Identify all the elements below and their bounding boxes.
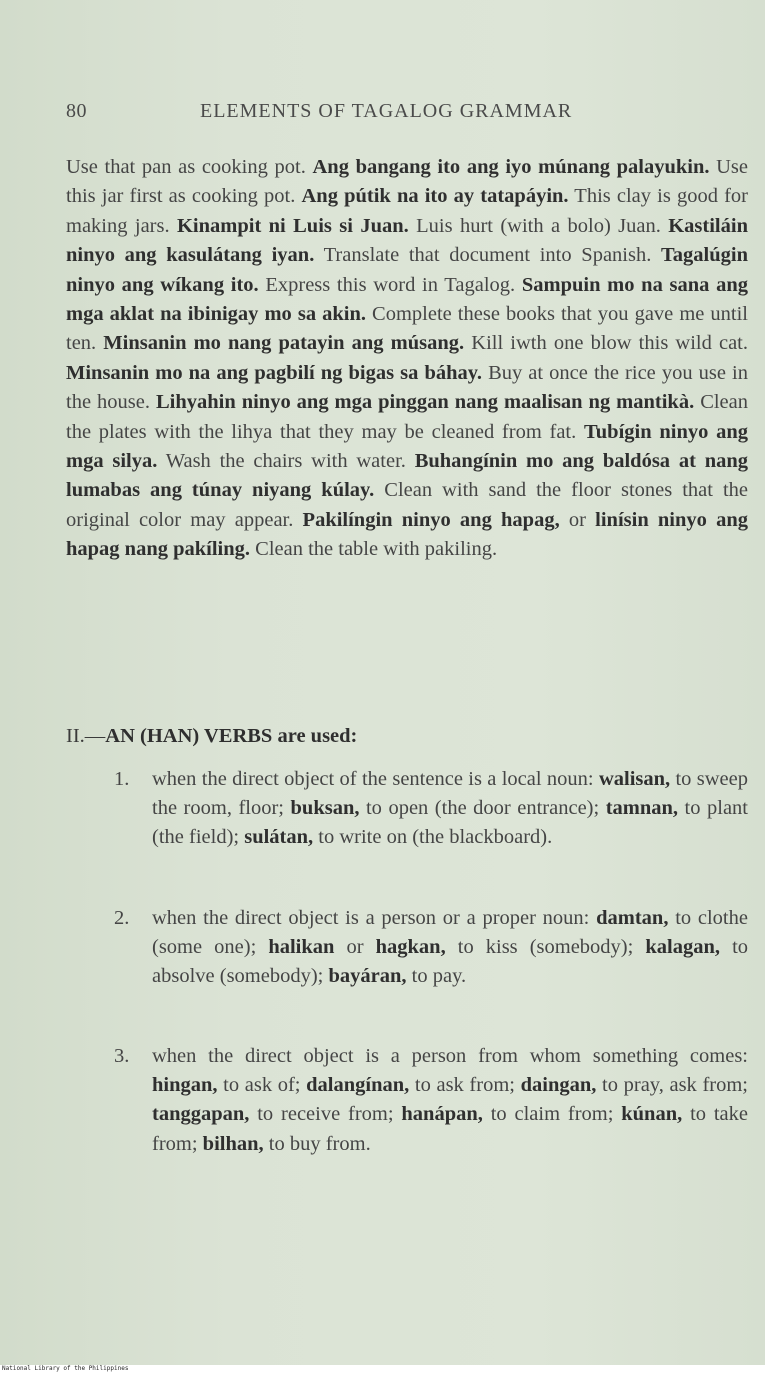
list-item-number: 2. — [114, 907, 130, 929]
tagalog-phrase: tanggapan, — [152, 1103, 250, 1126]
english-text: to absolve (somebody); — [152, 936, 749, 988]
list-item-text — [152, 1042, 748, 1159]
english-text: Clean with sand the floor stones that the original color may appear. — [66, 479, 748, 531]
section-number: II.— — [66, 725, 106, 747]
tagalog-phrase: sulátan, — [244, 826, 314, 849]
english-text: Translate that document into Spanish. — [314, 244, 661, 267]
tagalog-phrase: walisan, — [598, 768, 671, 790]
tagalog-phrase: kúnan, — [621, 1103, 683, 1126]
english-text: This clay is good for making jars. — [66, 185, 748, 237]
tagalog-phrase: kalagan, — [645, 936, 721, 959]
english-text: Use this jar first as cooking pot. — [66, 156, 749, 208]
list-item-number: 3. — [114, 1045, 130, 1067]
tagalog-phrase: halikan — [268, 936, 335, 959]
list-item-text — [152, 904, 748, 992]
tagalog-phrase: Kastiláin ninyo ang kasulátang iyan. — [66, 214, 748, 267]
english-text: Express this word in Tagalog. — [258, 273, 522, 296]
english-text: to write on (the blackboard). — [313, 826, 553, 849]
list-item — [114, 904, 748, 992]
tagalog-phrase: hagkan, — [375, 936, 446, 959]
english-text: Wash the chairs with water. — [157, 450, 415, 473]
english-text: to sweep the room, floor; — [152, 768, 748, 820]
tagalog-phrase: Minsanin mo nang patayin ang músang. — [103, 332, 465, 355]
tagalog-phrase: linísin ninyo ang hapag nang pakíling. — [66, 508, 748, 561]
example-sentences-paragraph — [66, 153, 748, 565]
english-text: to pay. — [406, 965, 467, 988]
english-text: Complete these books that you gave me until ten. — [66, 303, 748, 355]
english-text: or — [559, 508, 596, 531]
english-text: to take from; — [152, 1103, 748, 1155]
english-text: Clean the table with pakiling. — [250, 538, 498, 561]
tagalog-phrase: bilhan, — [202, 1132, 264, 1155]
english-text: when the direct object of the sentence is a local noun: — [152, 768, 599, 790]
english-text: to ask of; — [217, 1074, 307, 1097]
tagalog-phrase: dalangínan, — [306, 1074, 410, 1097]
english-text: to plant (the field); — [152, 797, 748, 849]
tagalog-phrase: buksan, — [290, 797, 360, 820]
page-number: 80 — [66, 100, 87, 122]
tagalog-phrase: hingan, — [152, 1074, 218, 1097]
english-text: to receive from; — [249, 1103, 402, 1126]
running-head — [66, 100, 746, 128]
tagalog-phrase: Tagalúgin ninyo ang wíkang ito. — [66, 244, 748, 296]
english-text: or — [334, 936, 376, 959]
tagalog-phrase: damtan, — [596, 907, 669, 929]
english-text: Kill iwth one blow this wild cat. — [464, 332, 748, 355]
tagalog-phrase: daingan, — [520, 1074, 597, 1097]
section-title: AN (HAN) VERBS are used: — [105, 725, 358, 747]
english-text: Luis hurt (with a bolo) Juan. — [408, 214, 669, 237]
english-text: to clothe (some one); — [152, 907, 748, 959]
tagalog-phrase: Minsanin mo na ang pagbilí ng bigas sa báhay. — [66, 361, 482, 384]
list-item-text — [152, 765, 748, 853]
list-item — [114, 1042, 748, 1159]
tagalog-phrase: Sampuin mo na sana ang mga aklat na ibinigay mo sa akin. — [66, 273, 748, 326]
tagalog-phrase: Tubígin ninyo ang mga silya. — [66, 420, 748, 473]
library-credit: National Library of the Philippines — [0, 1365, 765, 1373]
tagalog-phrase: bayáran, — [328, 965, 407, 988]
tagalog-phrase: Ang pútik na ito ay tatapáyin. — [301, 185, 569, 208]
english-text: to pray, ask from; — [596, 1074, 748, 1097]
english-text: when the direct object is a person from whom something comes: — [152, 1045, 748, 1067]
list-item-number: 1. — [114, 768, 130, 790]
tagalog-phrase: Pakilíngin ninyo ang hapag, — [302, 508, 560, 531]
tagalog-phrase: hanápan, — [401, 1103, 483, 1126]
english-text: Clean the plates with the lihya that they may be cleaned from fat. — [66, 391, 749, 443]
english-text: Use that pan as cooking pot. — [66, 156, 313, 178]
english-text: to open (the door entrance); — [359, 797, 606, 820]
tagalog-phrase: Kinampit ni Luis si Juan. — [176, 214, 409, 237]
list-item — [114, 765, 748, 853]
english-text: to buy from. — [263, 1132, 371, 1155]
section-heading — [66, 722, 748, 750]
english-text: to kiss (somebody); — [445, 936, 646, 959]
tagalog-phrase: tamnan, — [605, 797, 679, 820]
tagalog-phrase: Buhangínin mo ang baldósa at nang lumabas ang túnay niyang kúlay. — [66, 450, 749, 502]
english-text: to claim from; — [482, 1103, 622, 1126]
english-text: Buy at once the rice you use in the house. — [66, 361, 748, 414]
english-text: to ask from; — [409, 1074, 521, 1097]
book-title: ELEMENTS OF TAGALOG GRAMMAR — [200, 100, 573, 122]
english-text: when the direct object is a person or a proper noun: — [152, 907, 597, 929]
tagalog-phrase: Ang bangang ito ang iyo múnang palayukin. — [312, 156, 710, 178]
tagalog-phrase: Lihyahin ninyo ang mga pinggan nang maalisan ng mantikà. — [155, 391, 695, 414]
